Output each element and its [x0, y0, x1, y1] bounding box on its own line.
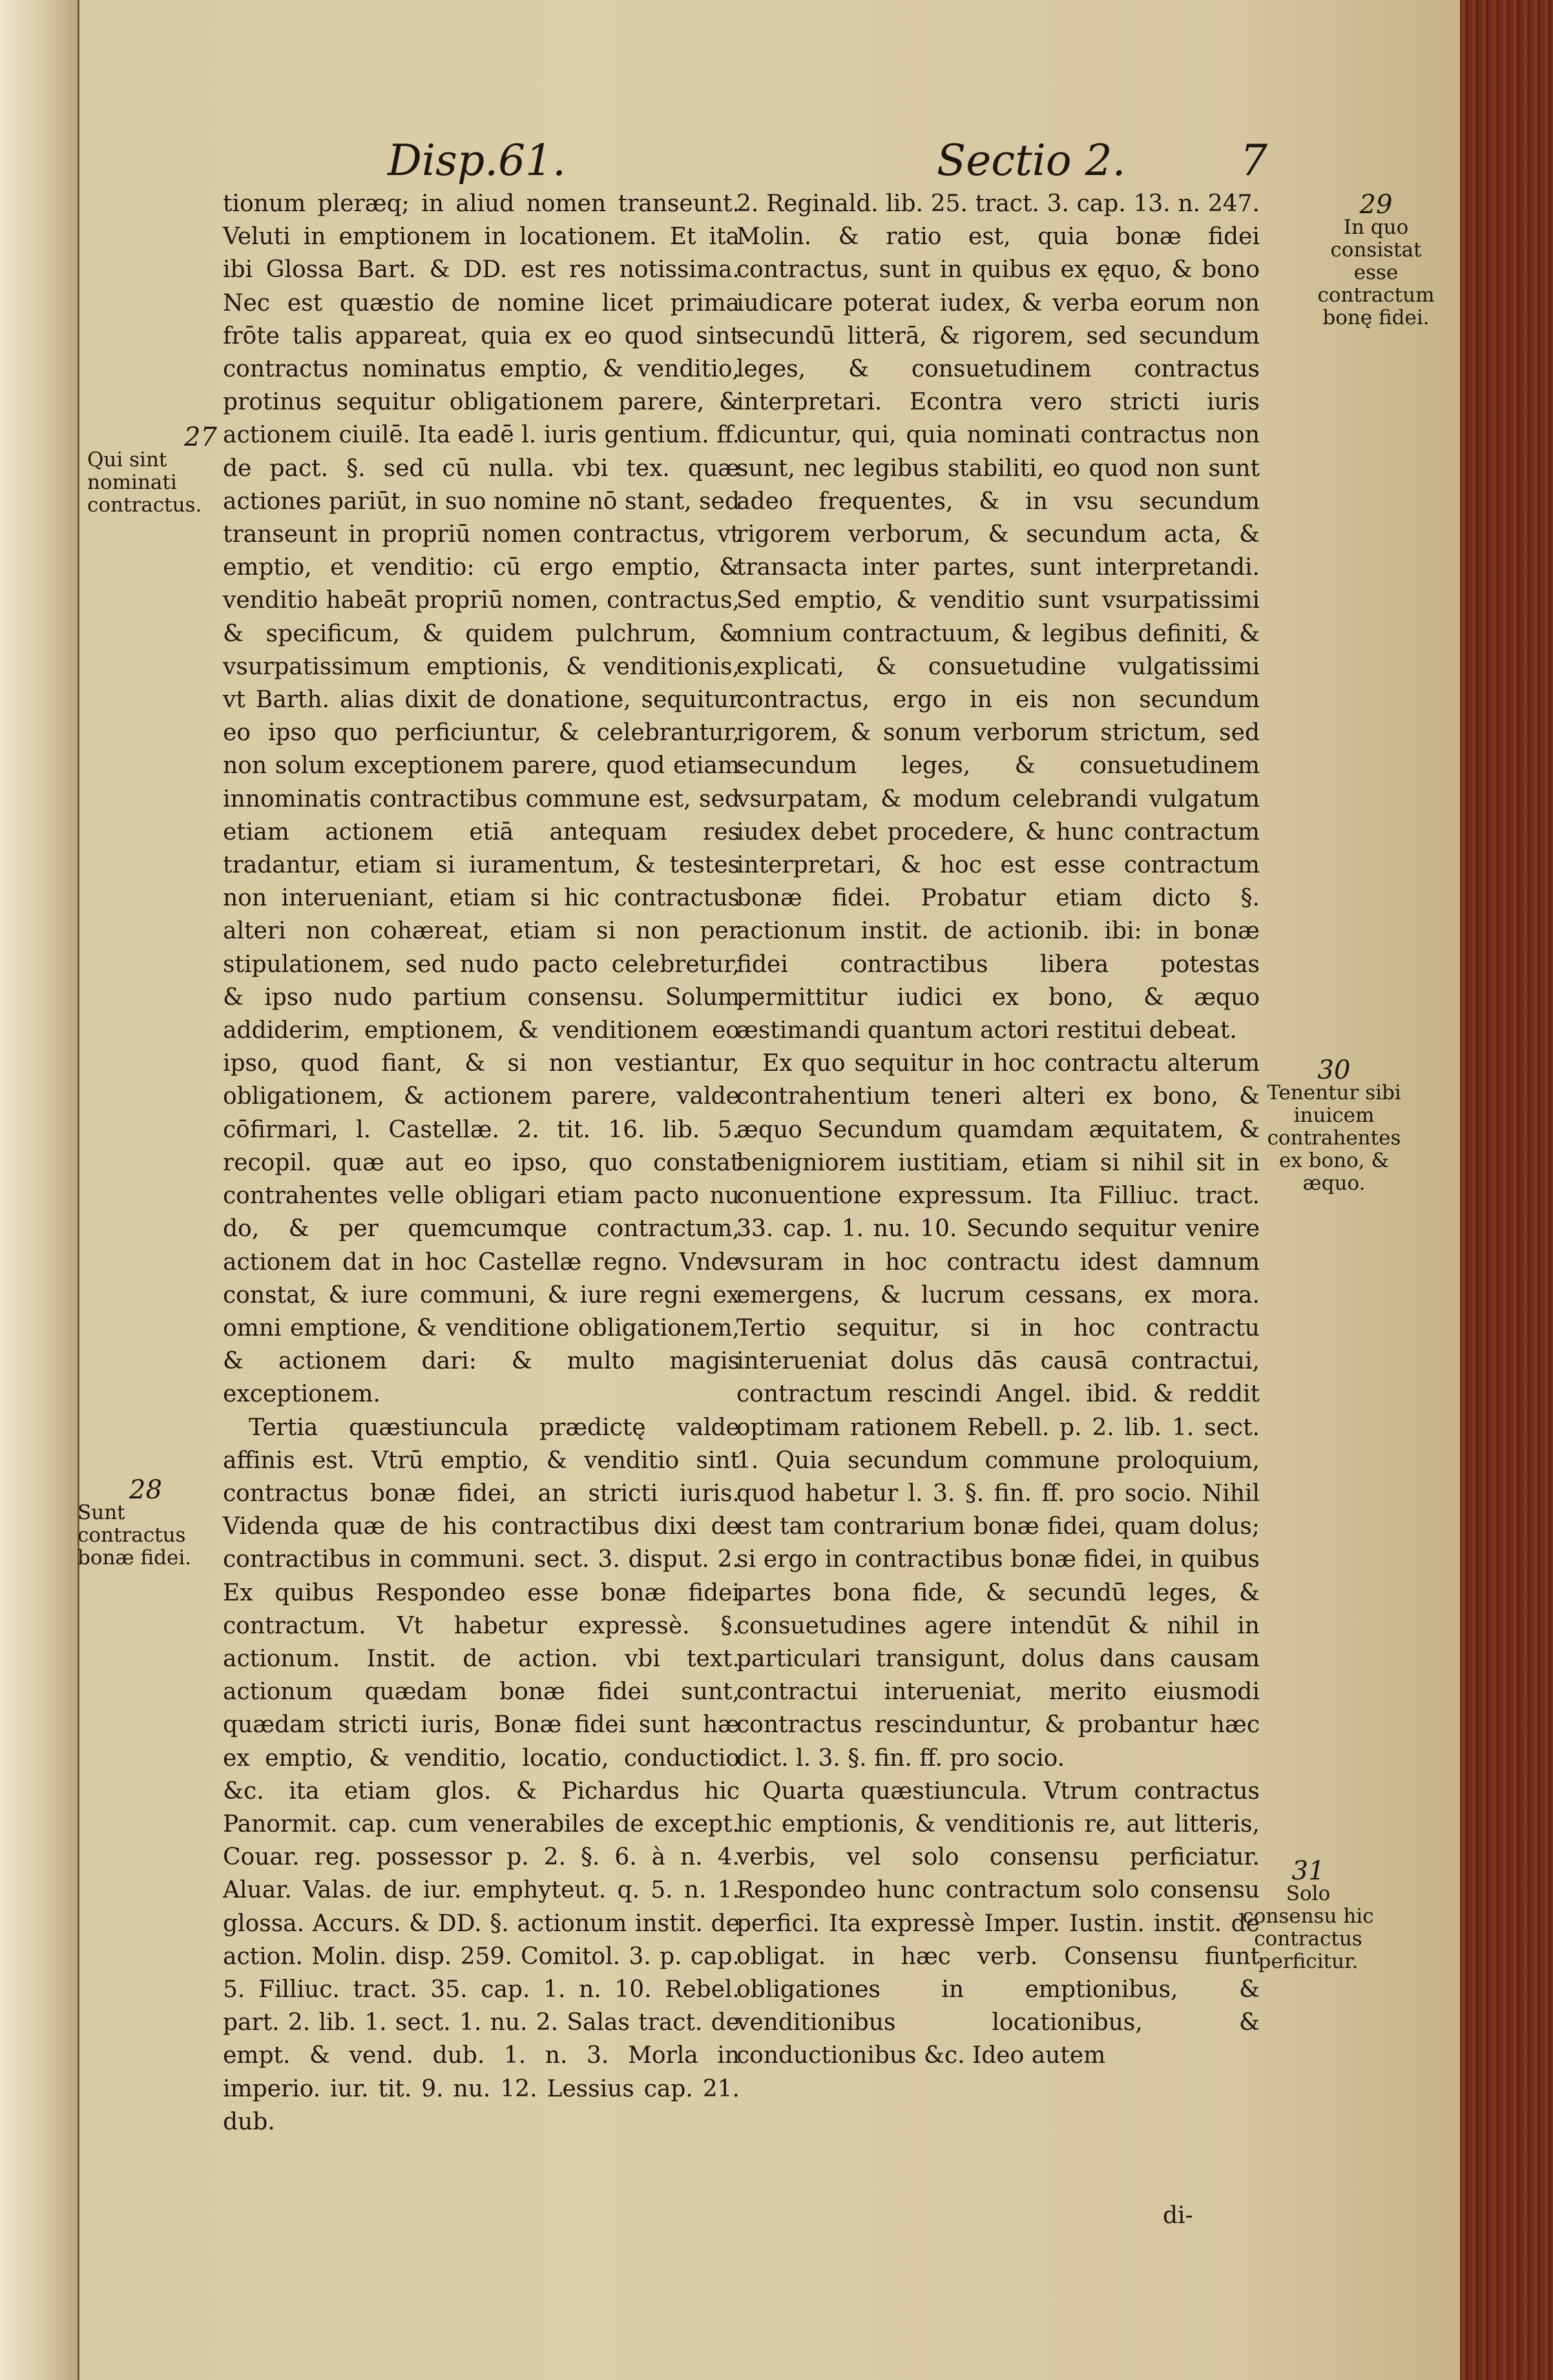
marginal-note-number: 28 — [129, 1475, 162, 1505]
right-paragraph: Quarta quæstiuncula. Vtrum contractus hic emptionis, & venditionis re, aut litteris, verbis, vel solo consensu perficiatur. Respondeo hunc contractum solo consensu perfici. Ita expressè Imper. Iustin. instit. de obligat. in hæc verb. Consensu fiunt obligationes in emptionibus, & venditionibus locationibus, & conductionibus &c. Ideo autem — [736, 1777, 1260, 2069]
right-paragraph: 2. Reginald. lib. 25. tract. 3. cap. 13. n. 247. Molin. & ratio est, quia bonæ fidei contractus, sunt in quibus ex ęquo, & bono iudicare poterat iudex, & verba eorum non secundū litterā, & rigorem, sed secundum leges, & consuetudinem contractus interpretari. Econtra vero stricti iuris dicuntur, qui, quia nominati contractus non sunt, nec legibus stabiliti, eo quod non sunt adeo frequentes, & in vsu secundum rigorem verborum, & secundum acta, & transacta inter partes, sunt interpretandi. Sed emptio, & venditio sunt vsurpatissimi omnium contractuum, & legibus definiti, & explicati, & consuetudine vulgatissimi contractus, ergo in eis non secundum rigorem, & sonum verborum strictum, sed secundum leges, & consuetudinem vsurpatam, & modum celebrandi vulgatum iudex debet procedere, & hunc contractum interpretari, & hoc est esse contractum bonæ fidei. Probatur etiam dicto §. actionum instit. de actionib. ibi: in bonæ fidei contractibus libera potestas permittitur iudici ex bono, & æquo æstimandi quantum actori restitui debeat. — [736, 191, 1260, 1044]
left-column — [223, 187, 740, 2138]
marginal-note-number: 31 — [1291, 1856, 1325, 1886]
marginal-note-number: 27 — [184, 422, 217, 452]
marginal-note-text: Solo consensu hic contractus perficitur. — [1242, 1882, 1374, 1973]
right-column — [736, 187, 1260, 2073]
marginal-note-30 — [1266, 1055, 1402, 1195]
page-number: 7 — [1240, 136, 1267, 185]
marginal-note-text: In quo consistat esse contractum bonę fidei. — [1317, 216, 1435, 329]
marginal-note-29 — [1308, 190, 1444, 329]
left-paragraph: Tertia quæstiuncula prædictę valde affinis est. Vtrū emptio, & venditio sint contractus bonæ fidei, an stricti iuris. Videnda quæ de his contractibus dixi de contractibus in communi. sect. 3. disput. 2. Ex quibus Respondeo esse bonæ fidei contractum. Vt habetur expressè. §. actionum. Instit. de action. vbi text. actionum quædam bonæ fidei sunt, quædam stricti iuris, Bonæ fidei sunt hæ ex emptio, & venditio, locatio, conductio &c. ita etiam glos. & Pichardus hic Panormit. cap. cum venerabiles de except. Couar. reg. possessor p. 2. §. 6. à n. 4. Aluar. Valas. de iur. emphyteut. q. 5. n. 1. glossa. Accurs. & DD. §. actionum instit. de action. Molin. disp. 259. Comitol. 3. p. cap. 5. Filliuc. tract. 35. cap. 1. n. 10. Rebel. part. 2. lib. 1. sect. 1. nu. 2. Salas tract. de empt. & vend. dub. 1. n. 3. Morla in imperio. iur. tit. 9. nu. 12. Lessius cap. 21. dub. — [223, 1414, 740, 2135]
running-head-sectio: Sectio 2. — [937, 136, 1126, 185]
marginal-note-text: Sunt contractus bonæ fidei. — [78, 1501, 192, 1569]
right-paragraph: Ex quo sequitur in hoc contractu alterum contrahentium teneri alteri ex bono, & æquo Secundum quamdam æquitatem, & benigniorem iustitiam, etiam si nihil sit in conuentione expressum. Ita Filliuc. tract. 33. cap. 1. nu. 10. Secundo sequitur venire vsuram in hoc contractu idest damnum emergens, & lucrum cessans, ex mora. Tertio sequitur, si in hoc contractu interueniat dolus dās causā contractui, contractum rescindi Angel. ibid. & reddit optimam rationem Rebell. p. 2. lib. 1. sect. 1. Quia secundum commune proloquium, quod habetur l. 3. §. fin. ff. pro socio. Nihil est tam contrarium bonæ fidei, quam dolus; si ergo in contractibus bonæ fidei, in quibus partes bona fide, & secundū leges, & consuetudines agere intendūt & nihil in particulari transigunt, dolus dans causam contractui interueniat, merito eiusmodi contractus rescinduntur, & probantur hæc dict. l. 3. §. fin. ff. pro socio. — [736, 1050, 1260, 1772]
left-paragraph: tionum pleræq; in aliud nomen transeunt. Veluti in emptionem in locationem. Et ita ibi Glossa Bart. & DD. est res notissima. Nec est quæstio de nomine licet prima frōte talis appareat, quia ex eo quod sint contractus nominatus emptio, & venditio, protinus sequitur obligationem parere, & actionem ciuilē. Ita eadē l. iuris gentium. ff. de pact. §. sed cū nulla. vbi tex. quæ actiones pariūt, in suo nomine nō stant, sed transeunt in propriū nomen contractus, vt emptio, et venditio: cū ergo emptio, & venditio habeāt propriū nomen, contractus, & specificum, & quidem pulchrum, & vsurpatissimum emptionis, & venditionis, vt Barth. alias dixit de donatione, sequitur eo ipso quo perficiuntur, & celebrantur, non solum exceptionem parere, quod etiam innominatis contractibus commune est, sed etiam actionem etiā antequam res tradantur, etiam si iuramentum, & testes non interueniant, etiam si hic contractus alteri non cohæreat, etiam si non per stipulationem, sed nudo pacto celebretur, & ipso nudo partium consensu. Solum addiderim, emptionem, & venditionem eo ipso, quod fiant, & si non vestiantur, obligationem, & actionem parere, valde cōfirmari, l. Castellæ. 2. tit. 16. lib. 5. recopil. quæ aut eo ipso, quo constat contrahentes velle obligari etiam pacto nu do, & per quemcumque contractum, actionem dat in hoc Castellæ regno. Vnde constat, & iure communi, & iure regni ex omni emptione, & venditione obligationem, & actionem dari: & multo magis exceptionem. — [223, 191, 740, 1408]
marginal-note-number: 30 — [1317, 1055, 1351, 1085]
marginal-note-text: Tenentur sibi inuicem contrahentes ex bono, & æquo. — [1267, 1081, 1401, 1195]
catchword: di- — [1163, 2202, 1193, 2229]
marginal-note-28 — [78, 1475, 207, 1569]
marginal-note-31 — [1240, 1856, 1376, 1973]
marginal-note-27 — [87, 422, 220, 517]
page-gutter — [0, 0, 79, 2380]
marginal-note-number: 29 — [1359, 190, 1393, 220]
running-head-disputatio: Disp.61. — [388, 136, 567, 185]
marginal-note-text: Qui sint nominati contractus. — [87, 448, 202, 517]
book-edge — [1460, 0, 1553, 2380]
